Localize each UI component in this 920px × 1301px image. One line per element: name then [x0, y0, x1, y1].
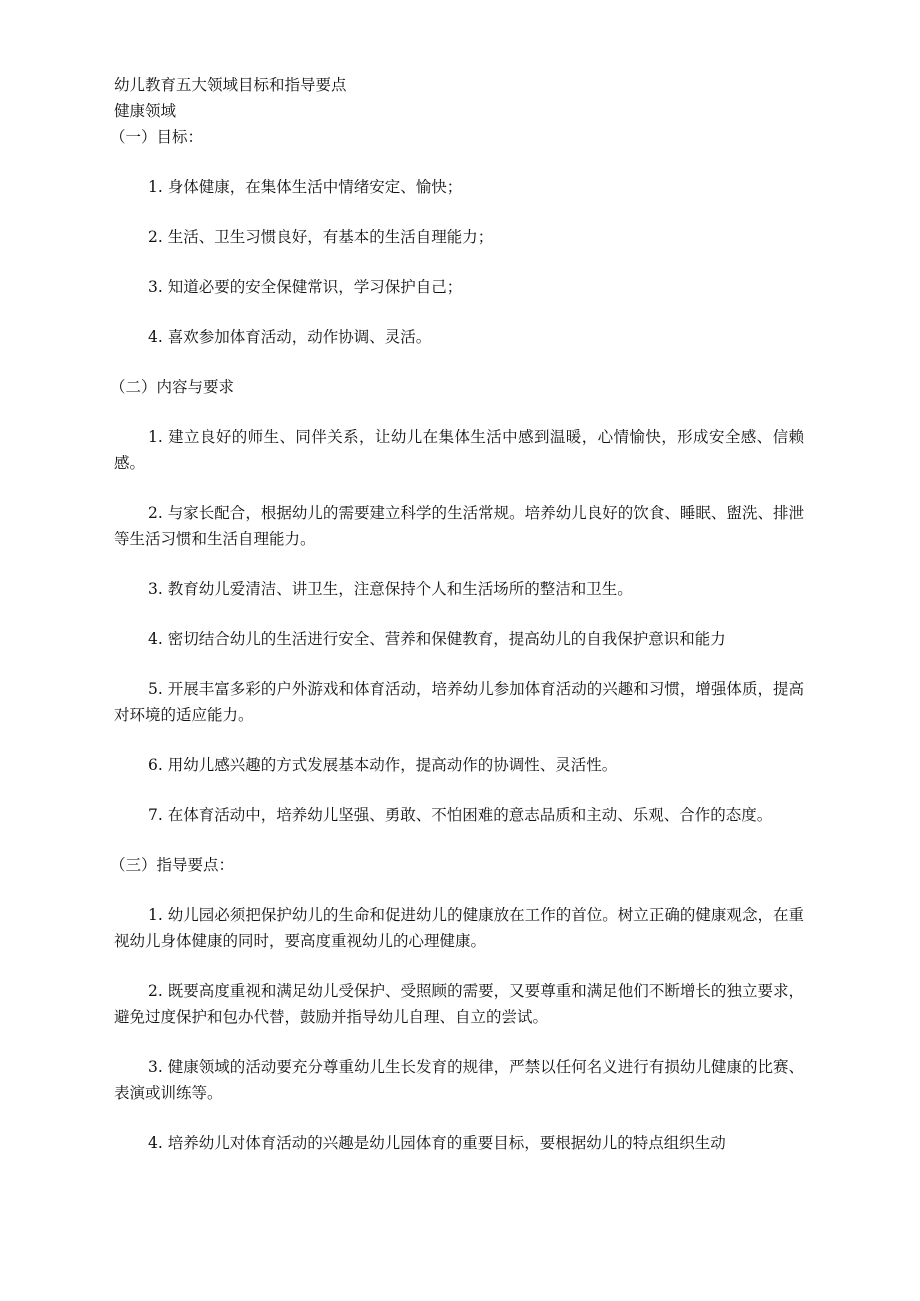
- guidance-item: 4. 培养幼儿对体育活动的兴趣是幼儿园体育的重要目标，要根据幼儿的特点组织生动: [148, 1134, 726, 1152]
- guidance-heading: （三）指导要点：: [110, 856, 235, 874]
- goal-item: 4. 喜欢参加体育活动，动作协调、灵活。: [148, 328, 432, 346]
- goal-item: 2. 生活、卫生习惯良好，有基本的生活自理能力；: [148, 228, 494, 246]
- goal-item: 3. 知道必要的安全保健常识，学习保护自己；: [148, 278, 463, 296]
- document-body: [110, 72, 804, 1156]
- guidance-item: 1. 幼儿园必须把保护幼儿的生命和促进幼儿的健康放在工作的首位。树立正确的健康观念，在重视幼儿身体健康的同时，要高度重视幼儿的心理健康。: [114, 906, 804, 950]
- content-item: 1. 建立良好的师生、同伴关系，让幼儿在集体生活中感到温暖，心情愉快，形成安全感、信赖感。: [114, 428, 804, 472]
- document-title: 幼儿教育五大领域目标和指导要点: [114, 76, 347, 94]
- content-item: 4. 密切结合幼儿的生活进行安全、营养和保健教育，提高幼儿的自我保护意识和能力: [148, 630, 726, 648]
- content-item: 3. 教育幼儿爱清洁、讲卫生，注意保持个人和生活场所的整洁和卫生。: [148, 580, 633, 598]
- guidance-item: 3. 健康领域的活动要充分尊重幼儿生长发育的规律，严禁以任何名义进行有损幼儿健康的比赛、表演或训练等。: [114, 1058, 804, 1102]
- content-item: 6. 用幼儿感兴趣的方式发展基本动作，提高动作的协调性、灵活性。: [148, 756, 618, 774]
- content-heading: （二）内容与要求: [110, 378, 235, 396]
- goals-heading: （一）目标：: [110, 128, 204, 146]
- content-item: 2. 与家长配合，根据幼儿的需要建立科学的生活常规。培养幼儿良好的饮食、睡眠、盥洗、排泄等生活习惯和生活自理能力。: [114, 504, 804, 548]
- guidance-item: 2. 既要高度重视和满足幼儿受保护、受照顾的需要，又要尊重和满足他们不断增长的独立要求，避免过度保护和包办代替，鼓励并指导幼儿自理、自立的尝试。: [114, 982, 804, 1026]
- goal-item: 1. 身体健康，在集体生活中情绪安定、愉快；: [148, 178, 463, 196]
- domain-heading: 健康领域: [114, 102, 177, 120]
- content-item: 7. 在体育活动中，培养幼儿坚强、勇敢、不怕困难的意志品质和主动、乐观、合作的态度。: [148, 806, 773, 824]
- content-item: 5. 开展丰富多彩的户外游戏和体育活动，培养幼儿参加体育活动的兴趣和习惯，增强体质，提高对环境的适应能力。: [114, 680, 804, 724]
